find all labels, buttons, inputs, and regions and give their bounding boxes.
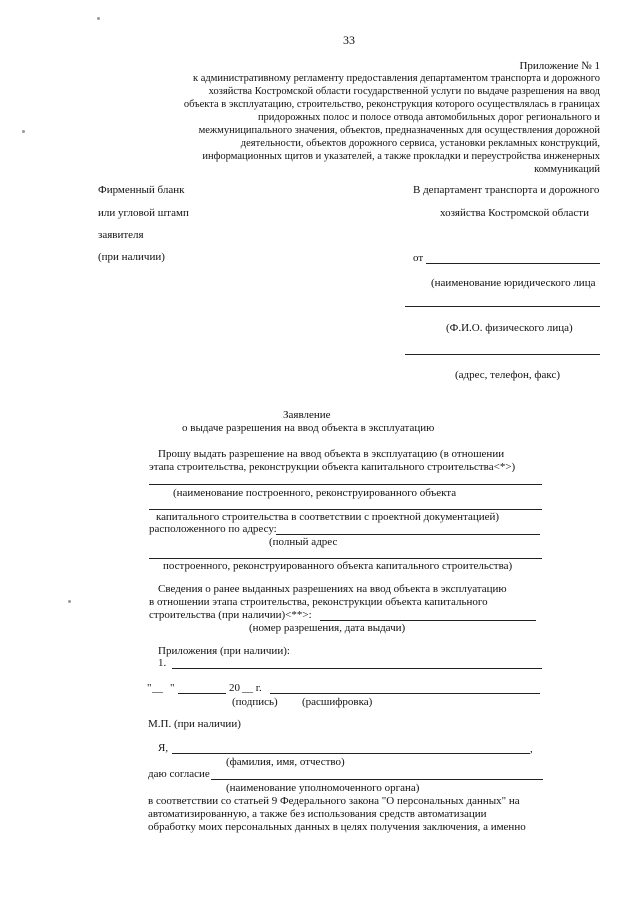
from-line [426,263,600,264]
located-line [276,534,540,535]
date-year-prefix: 20 [229,682,240,694]
date-month-line [178,693,226,694]
address-caption-2: построенного, реконструированного объекта капитального строительства) [163,560,513,572]
consent-fio-line [172,753,530,754]
appendix-line: информационных щитов и указателей, а также прокладки и переустройства инженерных [202,151,600,162]
address-line [149,558,542,559]
legal-name-line [405,306,600,307]
appendix-line: к административному регламенту предоставления департаментом транспорта и дорожного [193,73,600,84]
signature-caption: (подпись) [232,696,278,708]
letterhead-line: или угловой штамп [98,207,189,219]
prev-line: строительства (при наличии)<**>: [149,609,312,621]
consent-i: Я, [158,742,169,754]
full-address-caption: (полный адрес [269,536,338,548]
person-line [405,354,600,355]
appendix-title: Приложение № 1 [519,60,600,72]
legal-name-caption: (наименование юридического лица [431,277,596,289]
address-caption: (адрес, телефон, факс) [455,369,561,381]
page-number: 33 [343,33,355,47]
date-day: __ [152,682,163,694]
heading-subtitle: о выдаче разрешения на ввод объекта в эксплуатацию [182,422,435,434]
person-caption: (Ф.И.О. физического лица) [446,322,573,334]
prev-line: в отношении этапа строительства, реконструкции объекта капитального [149,596,488,608]
prev-caption: (номер разрешения, дата выдачи) [249,622,406,634]
appendix-line: объекта в эксплуатацию, строительство, реконструкция которого осуществлялась в границах [183,99,600,110]
appendix-line: деятельности, объектов дорожного сервиса, установки рекламных конструкций, [240,138,600,149]
heading-title: Заявление [283,409,331,421]
object-caption: капитального строительства в соответствии с проектной документацией) [156,511,500,523]
decoding-caption: (расшифровка) [302,696,373,708]
attachment-number: 1. [158,657,167,669]
appendix-line: придорожных полос и полосе отвода автомобильных дорог регионального и [257,112,600,123]
consent-line: обработку моих персональных данных в целях получения заключения, а именно [148,821,526,833]
prev-fill-line [320,620,536,621]
addressee-line: хозяйства Костромской области [440,207,589,219]
appendix-line: коммуникаций [534,164,600,175]
prev-line: Сведения о ранее выданных разрешениях на ввод объекта в эксплуатацию [158,583,507,595]
consent-line: в соответствии со статьей 9 Федерального закона "О персональных данных" на [148,795,520,807]
appendix-line: хозяйства Костромской области государственной услуги по выдаче разрешения на ввод [208,86,600,97]
object-line-2 [149,509,542,510]
request-line: этапа строительства, реконструкции объекта капитального строительства<*>) [149,461,516,473]
consent-comma: , [530,743,533,755]
appendix-line: межмуниципального значения, объектов, предназначенных для осуществления дорожной [198,125,600,136]
object-line [149,484,542,485]
addressee-line: В департамент транспорта и дорожного [413,184,600,196]
attachment-line [172,668,542,669]
letterhead-line: (при наличии) [98,251,165,263]
scan-dot [68,600,71,603]
from-label: от [413,252,424,264]
attachments-title: Приложения (при наличии): [158,645,290,657]
authority-caption: (наименование уполномоченного органа) [226,782,420,794]
consent-line: автоматизированную, а также без использования средств автоматизации [148,808,487,820]
signature-line [270,693,540,694]
stamp-label: М.П. (при наличии) [148,718,241,730]
request-line: Прошу выдать разрешение на ввод объекта в эксплуатацию (в отношении [158,448,505,460]
letterhead-line: Фирменный бланк [98,184,185,196]
date-quote: " [170,682,175,694]
authority-line [211,779,543,780]
scan-dot [97,17,100,20]
give-consent-label: даю согласие [148,768,210,780]
letterhead-line: заявителя [98,229,144,241]
located-label: расположенного по адресу: [149,523,277,535]
object-caption: (наименование построенного, реконструированного объекта [173,487,457,499]
date-quote: " [147,682,152,694]
date-year-suffix: __ г. [242,682,262,694]
fio-caption: (фамилия, имя, отчество) [226,756,345,768]
scan-dot [22,130,25,133]
